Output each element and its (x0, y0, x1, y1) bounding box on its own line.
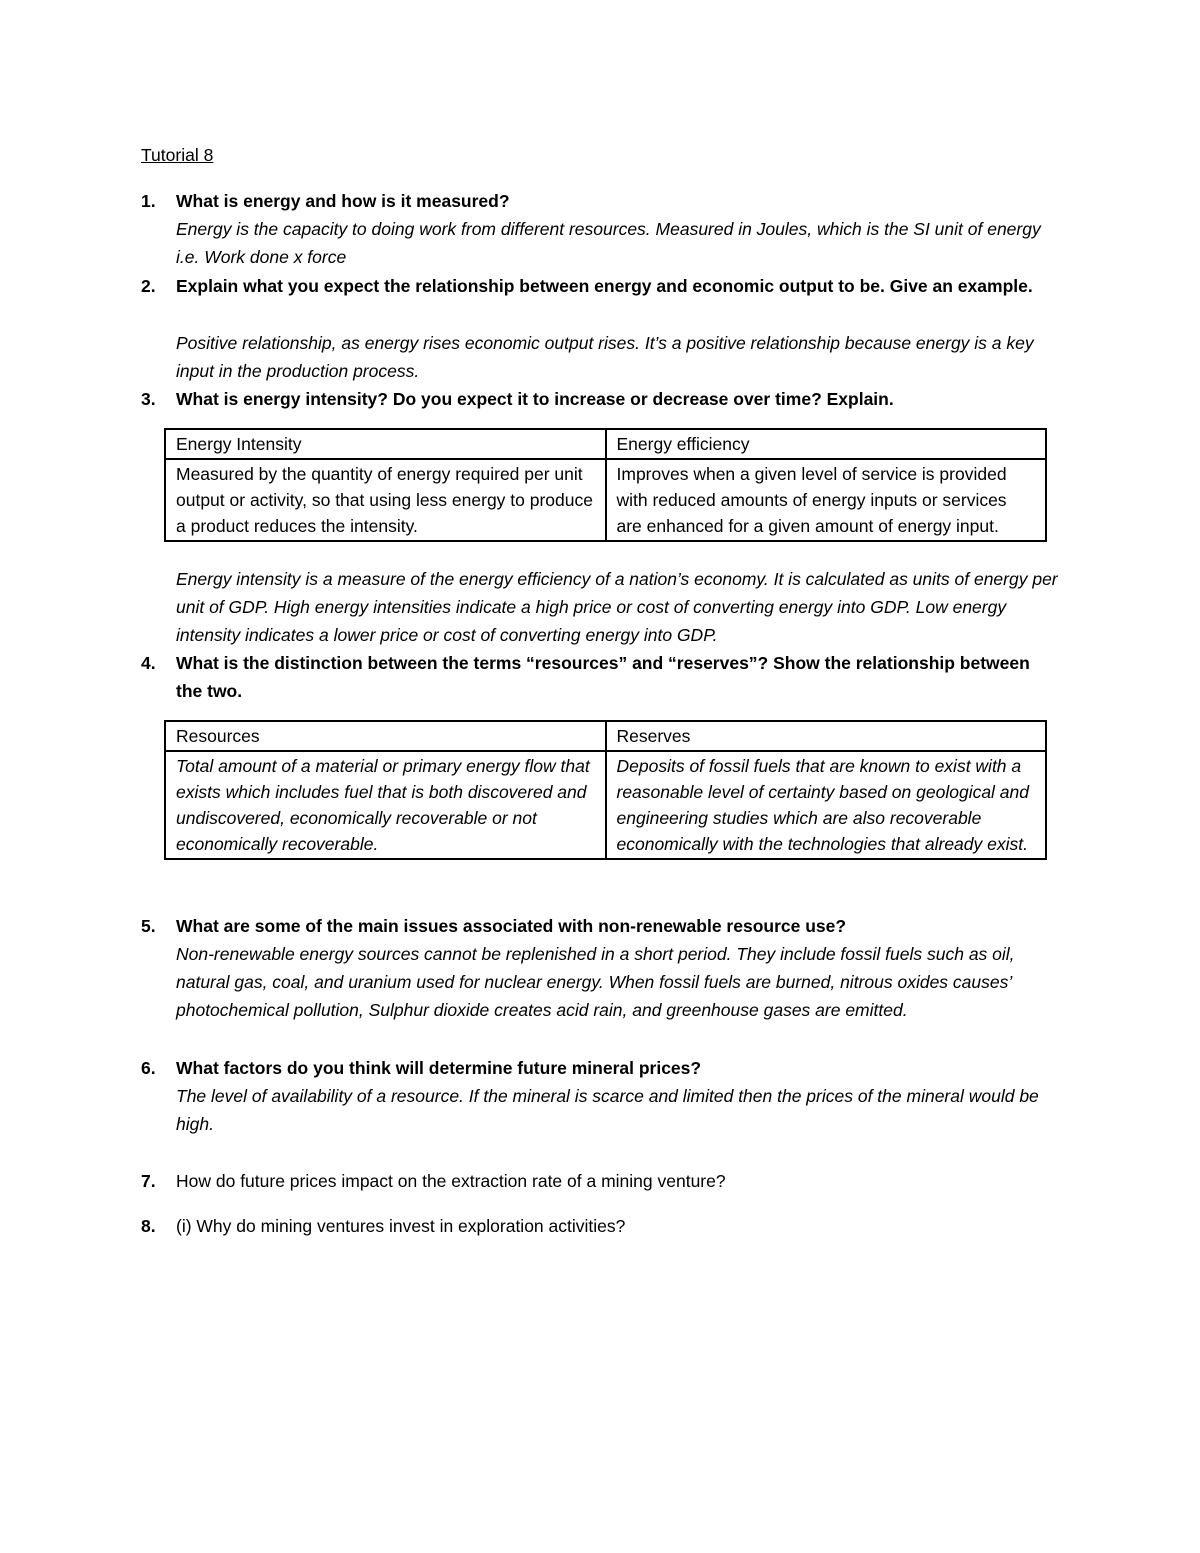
energy-intensity-table (164, 428, 1047, 542)
answer-6: The level of availability of a resource. If the mineral is scarce and limited then the prices of the mineral would be high. (176, 1086, 1039, 1134)
question-text: What is energy and how is it measured? (176, 191, 510, 211)
answer-5: Non-renewable energy sources cannot be replenished in a short period. They include fossil fuels such as oil, natural gas, coal, and uranium used for nuclear energy. When fossil fuels are burned, nitrous oxides causes’ photochemical pollution, Sulphur dioxide creates acid rain, and greenhouse gases are emitted. (176, 944, 1015, 1020)
table-cell: Deposits of fossil fuels that are known to exist with a reasonable level of certainty based on geological and engineering studies which are also recoverable economically with the technologies that already exist. (606, 751, 1047, 859)
question-text: What is the distinction between the terms “resources” and “reserves”? Show the relationship between the two. (176, 653, 1030, 701)
table-cell: Total amount of a material or primary energy flow that exists which includes fuel that is both discovered and undiscovered, economically recoverable or not economically recoverable. (165, 751, 606, 859)
table-header-cell: Energy efficiency (606, 429, 1047, 459)
resources-reserves-table (164, 720, 1047, 860)
question-text: How do future prices impact on the extraction rate of a mining venture? (176, 1171, 726, 1191)
question-number: 3. (141, 389, 156, 409)
question-number: 1. (141, 191, 156, 211)
answer-2: Positive relationship, as energy rises economic output rises. It’s a positive relationship because energy is a key input in the production process. (176, 333, 1034, 381)
answer-1: Energy is the capacity to doing work from different resources. Measured in Joules, which is the SI unit of energy i.e. Work done x force (176, 219, 1041, 267)
question-number: 5. (141, 916, 156, 936)
answer-3: Energy intensity is a measure of the energy efficiency of a nation’s economy. It is calculated as units of energy per unit of GDP. High energy intensities indicate a high price or cost of converting energy into GDP. Low energy intensity indicates a lower price or cost of converting energy into GDP. (176, 569, 1058, 645)
table-header-cell: Reserves (606, 721, 1047, 751)
question-number: 6. (141, 1058, 156, 1078)
question-number: 7. (141, 1171, 156, 1191)
table-header-cell: Energy Intensity (165, 429, 606, 459)
page-title: Tutorial 8 (141, 145, 214, 165)
question-text: What factors do you think will determine future mineral prices? (176, 1058, 702, 1078)
table-cell: Measured by the quantity of energy required per unit output or activity, so that using less energy to produce a product reduces the intensity. (165, 459, 606, 541)
question-number: 4. (141, 653, 156, 673)
question-text: What are some of the main issues associated with non-renewable resource use? (176, 916, 847, 936)
table-cell: Improves when a given level of service is provided with reduced amounts of energy inputs or services are enhanced for a given amount of energy input. (606, 459, 1047, 541)
question-text: What is energy intensity? Do you expect it to increase or decrease over time? Explain. (176, 389, 894, 409)
question-number: 8. (141, 1216, 156, 1236)
table-header-cell: Resources (165, 721, 606, 751)
question-number: 2. (141, 276, 156, 296)
question-text: (i) Why do mining ventures invest in exploration activities? (176, 1216, 626, 1236)
question-text: Explain what you expect the relationship between energy and economic output to be. Give an example. (176, 276, 1033, 296)
